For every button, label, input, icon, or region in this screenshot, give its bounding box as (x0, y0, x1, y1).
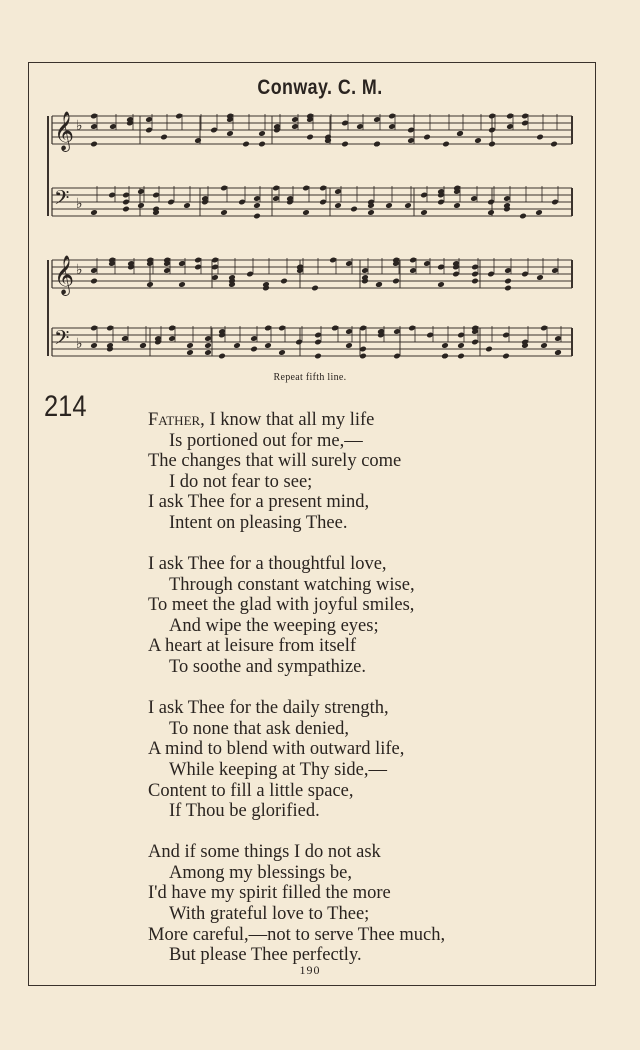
verse-line: The changes that will surely come (148, 451, 402, 472)
svg-text:𝄞: 𝄞 (54, 255, 75, 295)
first-word: Father, (148, 410, 205, 430)
verse-line: A mind to blend with outward life, (148, 739, 405, 760)
svg-text:♭: ♭ (76, 118, 83, 134)
verse-line: Content to fill a little space, (148, 780, 354, 801)
verse-line: Father, I know that all my life (148, 410, 375, 430)
svg-text:𝄢: 𝄢 (54, 186, 70, 214)
verse-line: To soothe and sympathize. (169, 657, 367, 678)
verse-line: I ask Thee for a present mind, (148, 492, 370, 513)
verse-line: More careful,—not to serve Thee much, (148, 924, 446, 945)
svg-text:♭: ♭ (76, 196, 83, 212)
verse-line: But please Thee perfectly. (169, 945, 362, 966)
stanza-2 (148, 554, 578, 678)
repeat-instruction: Repeat fifth line. (273, 372, 347, 383)
verse-line: Intent on pleasing Thee. (169, 512, 348, 533)
tune-title: Conway. C. M. (257, 76, 383, 99)
music-score (0, 0, 640, 380)
verse-line: I'd have my spirit filled the more (148, 883, 391, 904)
verse-line: Among my blessings be, (169, 862, 352, 883)
stanza-1 (148, 410, 578, 534)
svg-text:𝄞: 𝄞 (54, 111, 75, 151)
verse-line: While keeping at Thy side,— (169, 759, 388, 780)
verse-line: I ask Thee for a thoughtful love, (148, 554, 387, 575)
svg-text:𝄢: 𝄢 (54, 326, 70, 354)
verse-line: And if some things I do not ask (148, 842, 381, 863)
verse-line: To none that ask denied, (169, 718, 350, 739)
verse-line: Is portioned out for me,— (169, 430, 363, 451)
svg-text:♭: ♭ (76, 336, 83, 352)
verse-line: Through constant watching wise, (169, 574, 415, 595)
verse-line: And wipe the weeping eyes; (169, 615, 379, 636)
verse-line: To meet the glad with joyful smiles, (148, 595, 415, 616)
stanza-4 (148, 842, 578, 966)
verse-line: I do not fear to see; (169, 471, 313, 492)
svg-text:♭: ♭ (76, 262, 83, 278)
hymn-text (148, 410, 578, 986)
hymn-number: 214 (44, 390, 87, 423)
stanza-3 (148, 698, 578, 822)
verse-line: I ask Thee for the daily strength, (148, 698, 389, 719)
page-number: 190 (299, 963, 321, 977)
verse-line: With grateful love to Thee; (169, 903, 370, 924)
verse-line: A heart at leisure from itself (148, 636, 357, 657)
verse-line: If Thou be glorified. (169, 801, 320, 822)
